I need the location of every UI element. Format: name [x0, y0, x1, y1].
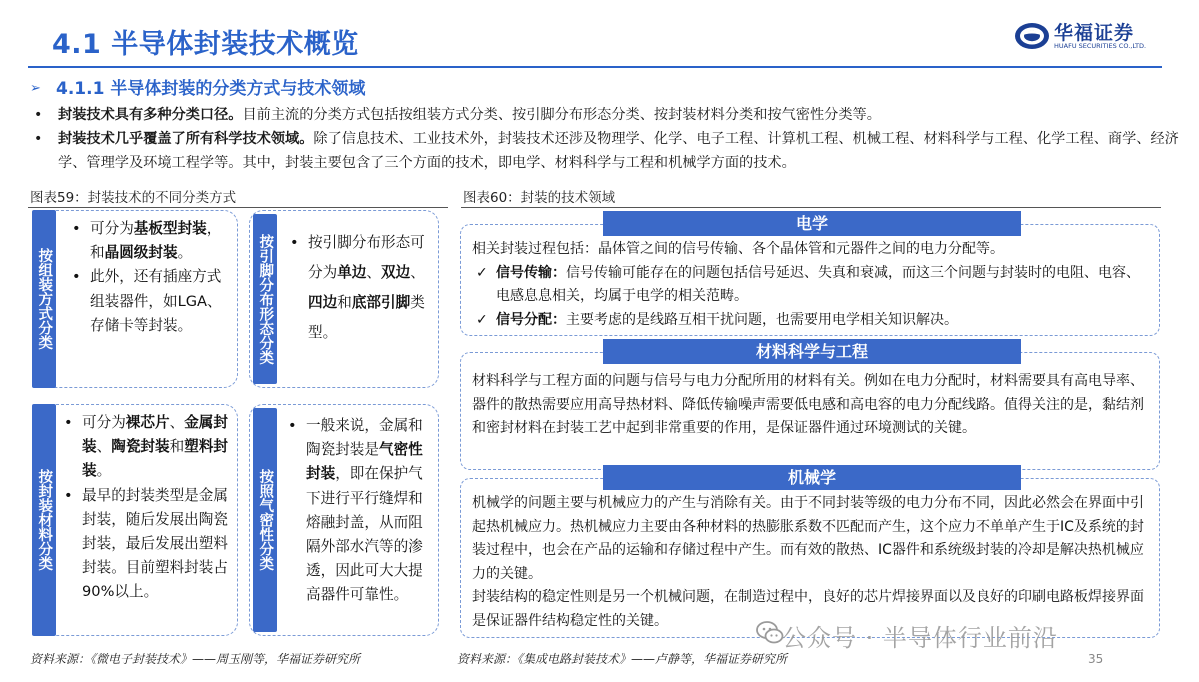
emphasis-text: 气密性封装: [306, 441, 423, 483]
emphasis-text: 四边: [308, 294, 338, 311]
bullet-dot-icon: •: [72, 268, 81, 286]
emphasis-text: 底部引脚: [351, 294, 411, 311]
plain-text: 和: [169, 438, 185, 456]
page-title: 4.1 半导体封装技术概览: [52, 29, 359, 60]
subtitle-text: 4.1.1 半导体封装的分类方式与技术领域: [56, 79, 366, 99]
plain-text: 可分为: [82, 414, 126, 431]
left-figure-source: 资料来源：《微电子封装技术》——周玉刚等，华福证券研究所: [30, 652, 361, 666]
bullet-dot-icon: •: [34, 131, 43, 147]
classification-text: [60, 411, 230, 605]
right-caption-underline: [461, 207, 1161, 208]
plain-text: 类型。: [308, 294, 425, 341]
check-text: 信号传输可能存在的问题包括信号延迟、失真和衰减，而这三个问题与封装时的电阻、电容、电感息息相关，均属于电学的相关范畴。: [496, 264, 1140, 305]
plain-text: ，和: [90, 220, 222, 262]
tech-field-heading: 材料科学与工程: [603, 339, 1021, 364]
tech-field-heading: 机械学: [603, 465, 1021, 490]
rich-text: [82, 414, 228, 479]
plain-text: 一般来说，金属和陶瓷封装是: [306, 417, 423, 459]
classification-text: [286, 228, 426, 348]
classification-label: 按照气密性分类: [253, 408, 277, 632]
bullet-bold-text: 封装技术具有多种分类口径。: [58, 107, 243, 123]
plain-text: 、: [366, 264, 382, 281]
classification-item: [284, 414, 430, 608]
check-bold-text: 信号分配：: [496, 311, 566, 328]
emphasis-text: 晶圆级封装: [104, 244, 178, 262]
left-caption-underline: [28, 207, 448, 208]
bullet-dot-icon: •: [34, 107, 43, 123]
tech-field-text: [472, 492, 1152, 634]
arrow-bullet-icon: ➢: [30, 81, 41, 96]
bullet-dot-icon: •: [64, 486, 73, 504]
classification-item: [68, 265, 224, 338]
classification-item: [60, 484, 230, 605]
company-logo: [1014, 18, 1164, 54]
tech-field-paragraph: 材料科学与工程方面的问题与信号与电力分配所用的材料有关。例如在电力分配时，材料需要具有高电导率、器件的散热需要应用高导热材料、降低传输噪声需要低电感和高电容的电力分配线路。值得关注的是，黏结剂和密封材料在封装工艺中起到非常重要的作用，是保证器件通过环境测试的关键。: [472, 373, 1144, 437]
classification-text: [68, 217, 224, 338]
check-text: 主要考虑的是线路互相干扰问题，也需要用电学相关知识解决。: [566, 311, 958, 328]
tech-field-intro: 相关封装过程包括：晶体管之间的信号传输、各个晶体管和元器件之间的电力分配等。: [472, 241, 1004, 257]
emphasis-text: 双边: [381, 264, 411, 281]
tech-field-paragraph: 机械学的问题主要与机械应力的产生与消除有关。由于不同封装等级的电力分布不同，因此必然会在界面中引起热机械应力。热机械应力主要由各种材料的热膨胀系数不匹配而产生，这个应力不单单产生于IC及系统的封装过程中，也会在产品的运输和存储过程中产生。而有效的散热、IC器件和系统级封装的冷却是解决热机械应力的关键。: [472, 495, 1144, 582]
checkmark-icon: ✓: [476, 311, 488, 328]
plain-text: 和: [337, 294, 352, 311]
plain-text: 、: [96, 438, 112, 456]
wechat-icon: [756, 620, 784, 646]
emphasis-text: 裸芯片: [125, 414, 170, 431]
plain-text: 按引脚分布形态可分为: [308, 234, 425, 281]
rich-text: [90, 220, 221, 261]
left-figure-caption: 图表59：封装技术的不同分类方式: [30, 190, 237, 206]
classification-text: [284, 414, 430, 608]
watermark-text: 公众号 · 半导体行业前沿: [782, 624, 1058, 652]
tech-field-heading: 电学: [603, 211, 1021, 236]
plain-text: 、: [169, 414, 185, 431]
checkmark-icon: ✓: [476, 264, 488, 281]
bullet-dot-icon: •: [64, 414, 73, 431]
classification-label: 按封装材料分类: [32, 404, 56, 636]
intro-bullets: [30, 103, 1180, 175]
emphasis-text: 基板型封装: [133, 220, 207, 237]
emphasis-text: 金属封装: [82, 414, 228, 456]
huafu-logo-icon: [1014, 21, 1050, 51]
bullet-text: 除了信息技术、工业技术外，封装技术还涉及物理学、化学、电子工程、计算机工程、机械工程、材料科学与工程、化学工程、商学、经济学、管理学及环境工程学等。其中，封装主要包含了三个方面的技术，即电学、材料科学与工程和机械学方面的技术。: [58, 131, 1179, 171]
emphasis-text: 单边: [337, 264, 367, 281]
emphasis-text: 陶瓷封装: [111, 438, 170, 456]
tech-field-text: [472, 370, 1152, 441]
bullet-bold-text: 封装技术几乎覆盖了所有科学技术领域。: [58, 131, 314, 147]
classification-item: [286, 228, 426, 348]
plain-text: 此外，还有插座方式组装器件，如LGA、存储卡等封装。: [90, 268, 222, 334]
section-subtitle: [30, 74, 365, 99]
plain-text: 。: [96, 462, 112, 480]
check-bold-text: 信号传输：: [496, 264, 566, 281]
rich-text: [90, 268, 222, 333]
classification-item: [68, 217, 224, 265]
rich-text: [308, 234, 425, 341]
bullet-dot-icon: •: [288, 417, 297, 434]
rich-text: [306, 417, 423, 603]
intro-bullet: [30, 103, 1180, 127]
logo-chinese-name: 华福证券: [1054, 22, 1135, 44]
classification-item: [60, 411, 230, 484]
right-figure-caption: 图表60：封装的技术领域: [463, 190, 616, 206]
classification-label: 按引脚分布形态分类: [253, 214, 277, 384]
logo-english-name: HUAFU SECURITIES CO.,LTD.: [1054, 42, 1147, 50]
tech-field-check-item: [472, 309, 1152, 333]
classification-label: 按组装方式分类: [32, 210, 56, 388]
plain-text: 最早的封装类型是金属封装，随后发展出陶瓷封装，最后发展出塑料封装。目前塑料封装占90%以上。: [82, 486, 228, 601]
intro-bullet: [30, 127, 1180, 175]
bullet-text: 目前主流的分类方式包括按组装方式分类、按引脚分布形态分类、按封装材料分类和按气密性分类等。: [242, 107, 881, 123]
plain-text: 可分为: [90, 220, 134, 237]
tech-field-text: [472, 238, 1152, 332]
header-divider: [28, 66, 1162, 68]
plain-text: ，即在保护气下进行平行缝焊和熔融封盖，从而阻隔外部水汽等的渗透，因此可大大提高器件可靠性。: [306, 465, 423, 604]
plain-text: 。: [177, 244, 193, 262]
tech-field-paragraph: 封装结构的稳定性则是另一个机械问题，在制造过程中，良好的芯片焊接界面以及良好的印刷电路板焊接界面是保证器件结构稳定性的关键。: [472, 589, 1144, 629]
bullet-dot-icon: •: [72, 220, 81, 237]
tech-field-check-item: [472, 262, 1152, 309]
rich-text: [82, 487, 228, 601]
page-number: 35: [1088, 652, 1104, 666]
bullet-dot-icon: •: [290, 234, 299, 251]
right-figure-source: 资料来源：《集成电路封装技术》——卢静等，华福证券研究所: [457, 652, 788, 666]
emphasis-text: 塑料封装: [82, 438, 229, 480]
plain-text: 、: [410, 264, 425, 281]
